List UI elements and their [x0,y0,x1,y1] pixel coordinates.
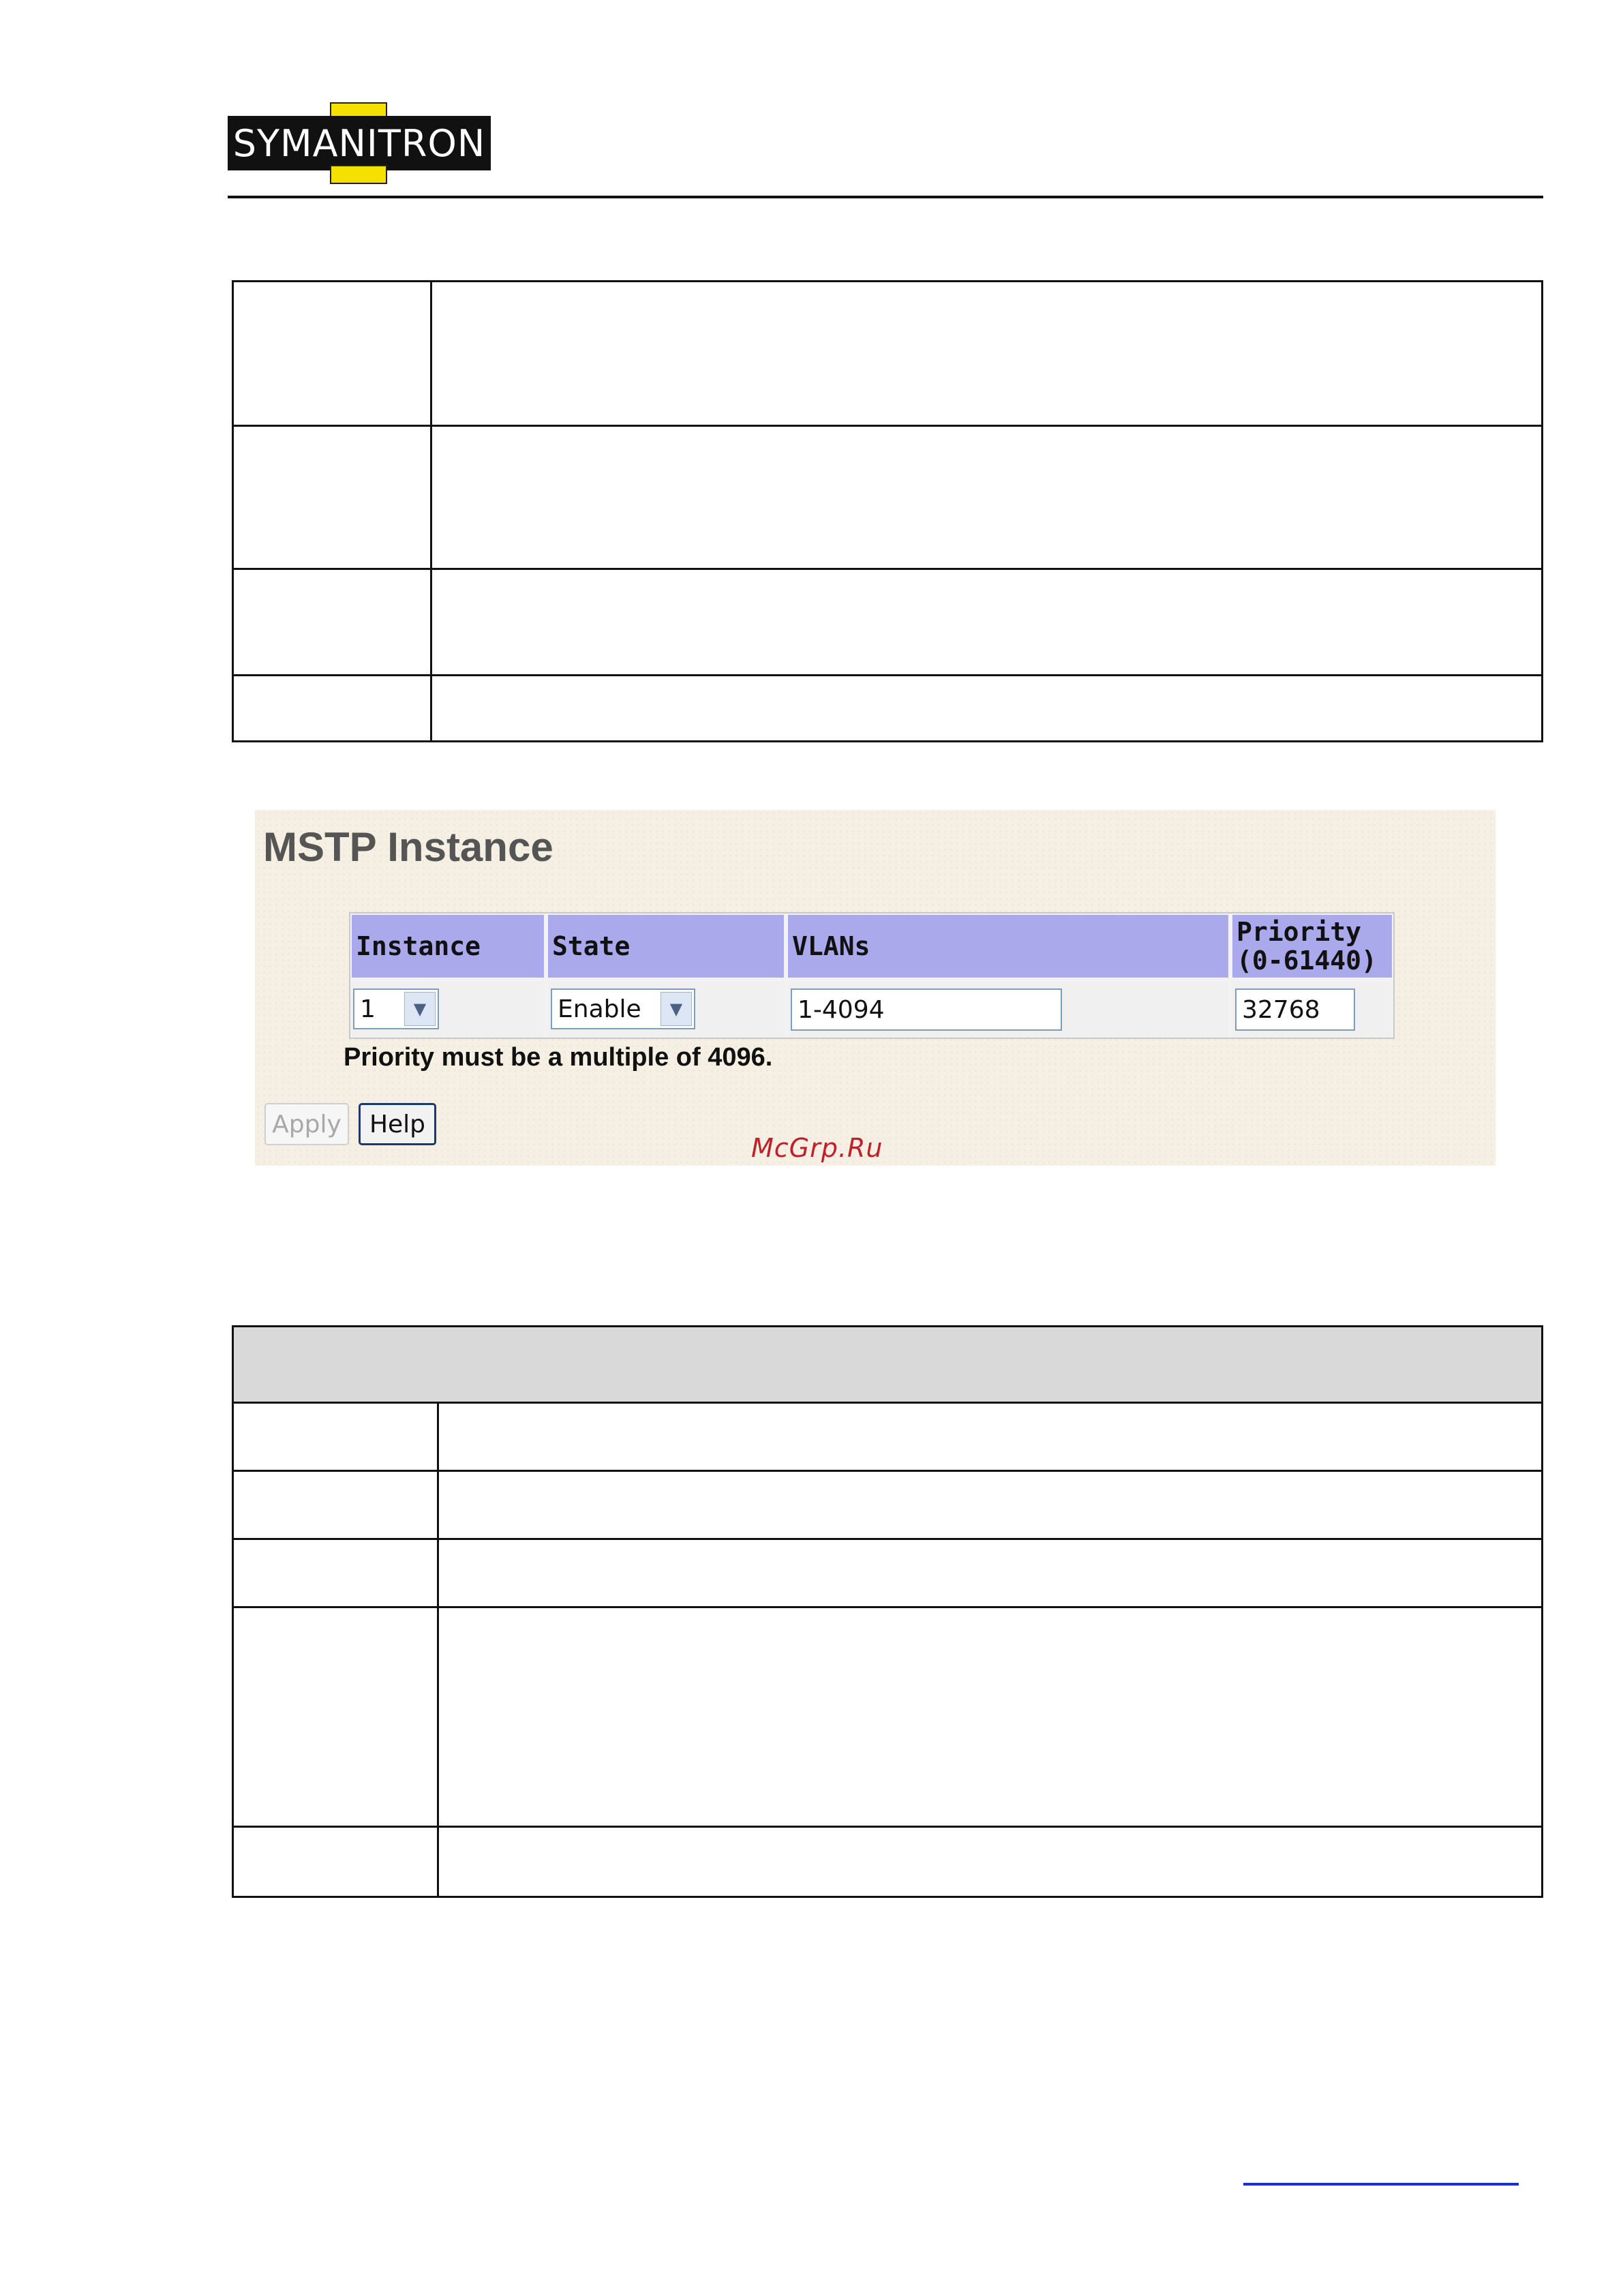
watermark-text: McGrp.Ru [751,1133,883,1163]
instance-select[interactable] [353,988,439,1029]
state-cell [548,982,784,1038]
mstp-instance-grid [349,912,1395,1039]
company-logo [228,102,491,184]
table-row [234,570,1541,676]
mstp-instance-panel [255,810,1496,1166]
table-row [234,427,1541,570]
column-header-priority [1232,915,1392,978]
vlans-input[interactable]: 1-4094 [791,988,1062,1031]
priority-range-label: (0-61440) [1237,946,1377,976]
state-select-value: Enable [558,995,641,1023]
chevron-down-icon[interactable]: ▼ [404,992,436,1026]
column-header-state: State [548,915,784,978]
column-header-vlans: VLANs [788,915,1228,978]
bottom-description-table [232,1325,1543,1898]
instance-select-value: 1 [360,995,376,1023]
instance-cell [352,982,544,1038]
top-description-table [232,280,1543,742]
table-row [234,1404,1541,1472]
state-select[interactable] [551,988,695,1029]
priority-cell [1232,982,1392,1038]
priority-header-label: Priority [1237,917,1362,947]
table-row [234,282,1541,427]
apply-button[interactable]: Apply [264,1103,349,1145]
page-title: MSTP Instance [263,824,553,870]
column-header-instance: Instance [352,915,544,978]
header-divider [228,196,1543,198]
priority-input[interactable]: 32768 [1235,988,1355,1031]
table-row [234,1608,1541,1828]
table-row [234,1472,1541,1540]
help-button[interactable]: Help [359,1103,436,1145]
priority-note: Priority must be a multiple of 4096. [344,1043,773,1072]
table-row [234,676,1541,742]
logo-text: SYMANITRON [228,116,491,170]
footer-link-underline[interactable] [1243,2183,1519,2186]
table-row [234,1828,1541,1896]
logo-yellow-bar-bottom [330,165,387,184]
chevron-down-icon[interactable]: ▼ [661,992,692,1026]
vlans-cell [788,982,1228,1038]
table-header-row [234,1327,1541,1404]
table-row [234,1540,1541,1608]
